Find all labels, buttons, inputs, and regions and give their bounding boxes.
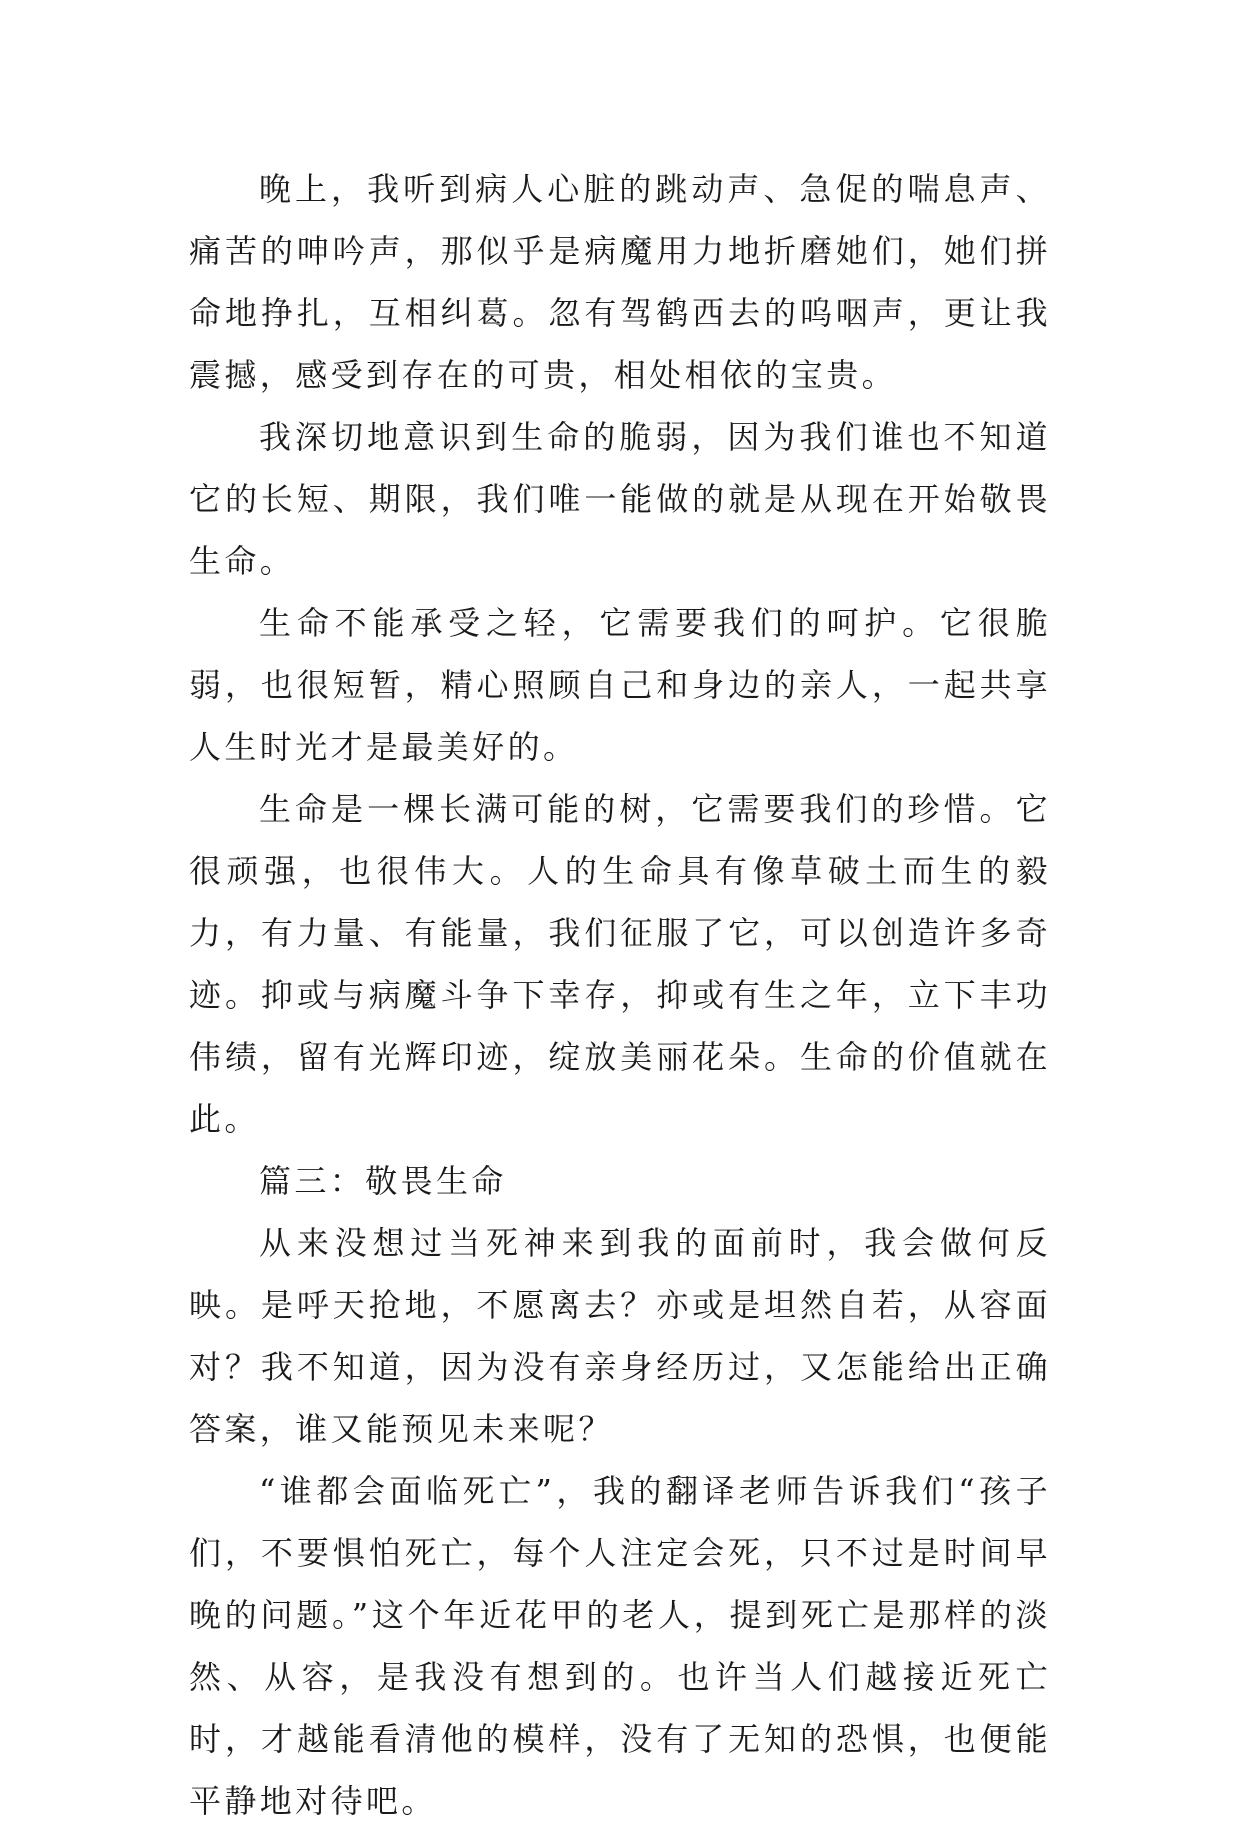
paragraph-night-sounds: 晚上，我听到病人心脏的跳动声、急促的喘息声、痛苦的呻吟声，那似乎是病魔用力地折磨她们，她们拼命地挣扎，互相纠葛。忽有驾鹤西去的呜咽声，更让我震撼，感受到存在的可贵，相处相依的宝贵。	[189, 170, 1051, 394]
document-page	[189, 158, 1051, 1832]
paragraph-tree-of-life: 生命是一棵长满可能的树，它需要我们的珍惜。它很顽强，也很伟大。人的生命具有像草破土而生的毅力，有力量、有能量，我们征服了它，可以创造许多奇迹。抑或与病魔斗争下幸存，抑或有生之年，立下丰功伟绩，留有光辉印迹，绽放美丽花朵。生命的价值就在此。	[189, 790, 1051, 1138]
paragraph-facing-death: 从来没想过当死神来到我的面前时，我会做何反映。是呼天抢地，不愿离去？亦或是坦然自若，从容面对？我不知道，因为没有亲身经历过，又怎能给出正确答案，谁又能预见未来呢？	[189, 1224, 1051, 1448]
section-heading: 篇三：敬畏生命	[259, 1162, 507, 1200]
paragraph-care: 生命不能承受之轻，它需要我们的呵护。它很脆弱，也很短暂，精心照顾自己和身边的亲人，一起共享人生时光才是最美好的。	[189, 604, 1051, 766]
paragraph-fragility: 我深切地意识到生命的脆弱，因为我们谁也不知道它的长短、期限，我们唯一能做的就是从现在开始敬畏生命。	[189, 418, 1051, 580]
paragraph-teacher-quote: “谁都会面临死亡”，我的翻译老师告诉我们“孩子们，不要惧怕死亡，每个人注定会死，只不过是时间早晚的问题。”这个年近花甲的老人，提到死亡是那样的淡然、从容，是我没有想到的。也许当人们越接近死亡时，才越能看清他的模样，没有了无知的恐惧，也便能平静地对待吧。	[189, 1472, 1051, 1820]
